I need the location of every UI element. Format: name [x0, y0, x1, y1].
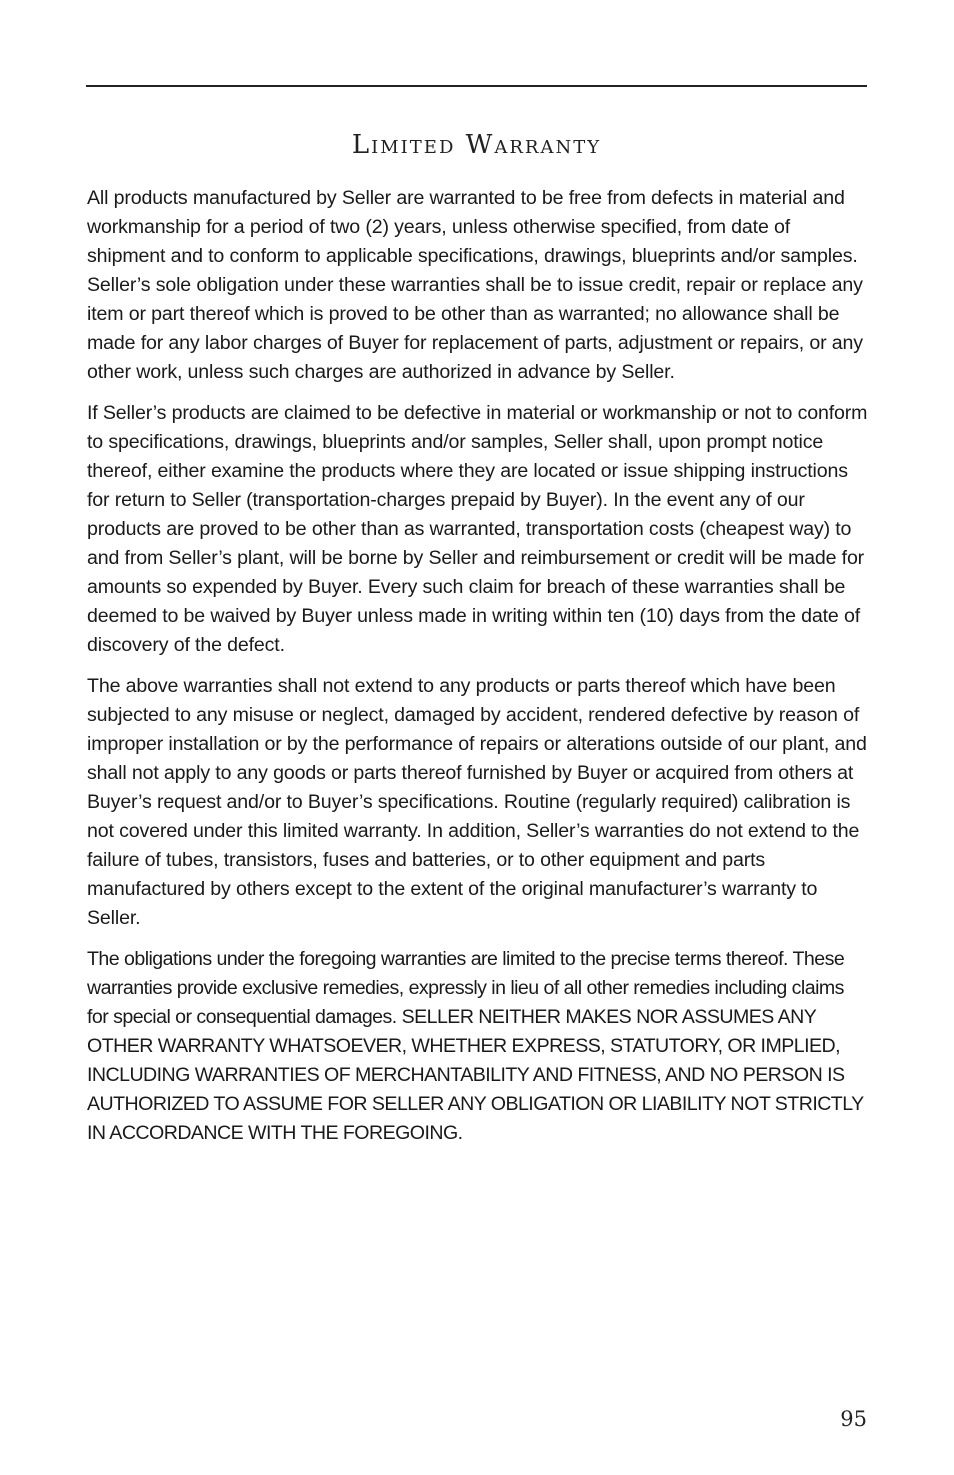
page-title: Limited Warranty	[351, 130, 602, 160]
page-number: 95	[840, 1407, 867, 1431]
warranty-paragraph-exclusions: The above warranties shall not extend to any products or parts thereof which have been subjected to any misuse or neglect, damaged by accident, rendered defective by reason of improper installation or by the performance of repairs or alterations outside of our plant, and shall not apply to any goods or parts thereof furnished by Buyer or acquired from others at Buyer’s request and/or to Buyer’s specifications. Routine (regularly required) calibration is not covered under this limited warranty. In addition, Seller’s warranties do not extend to the failure of tubes, transistors, fuses and batteries, or to other equipment and parts manufactured by others except to the extent of the original manufacturer’s warranty to Seller.	[87, 675, 867, 929]
warranty-body	[87, 184, 869, 1160]
warranty-paragraph-disclaimer: The obligations under the foregoing warranties are limited to the precise terms thereof. These warranties provide exclusive remedies, expressly in lieu of all other remedies including claims for special or consequential damages. SELLER NEITHER MAKES NOR ASSUMES ANY OTHER WARRANTY WHATSOEVER, WHETHER EXPRESS, STATUTORY, OR IMPLIED, INCLUDING WARRANTIES OF MERCHANTABILITY AND FITNESS, AND NO PERSON IS AUTHORIZED TO ASSUME FOR SELLER ANY OBLIGATION OR LIABILITY NOT STRICTLY IN ACCORDANCE WITH THE FOREGOING.	[87, 948, 864, 1144]
warranty-paragraph-coverage: All products manufactured by Seller are warranted to be free from defects in material and workmanship for a period of two (2) years, unless otherwise specified, from date of shipment and to conform to applicable specifications, drawings, blueprints and/or samples. Seller’s sole obligation under these warranties shall be to issue credit, repair or replace any item or part thereof which is proved to be other than as warranted; no allowance shall be made for any labor charges of Buyer for replacement of parts, adjustment or repairs, or any other work, unless such charges are authorized in advance by Seller.	[87, 187, 863, 383]
header-rule	[86, 85, 867, 87]
warranty-paragraph-claims: If Seller’s products are claimed to be defective in material or workmanship or not to conform to specifications, drawings, blueprints and/or samples, Seller shall, upon prompt notice thereof, either examine the products where they are located or issue shipping instructions for return to Seller (transportation-charges prepaid by Buyer). In the event any of our products are proved to be other than as warranted, transportation costs (cheapest way) to and from Seller’s plant, will be borne by Seller and reimbursement or credit will be made for amounts so expended by Buyer. Every such claim for breach of these warranties shall be deemed to be waived by Buyer unless made in writing within ten (10) days from the date of discovery of the defect.	[87, 402, 868, 656]
